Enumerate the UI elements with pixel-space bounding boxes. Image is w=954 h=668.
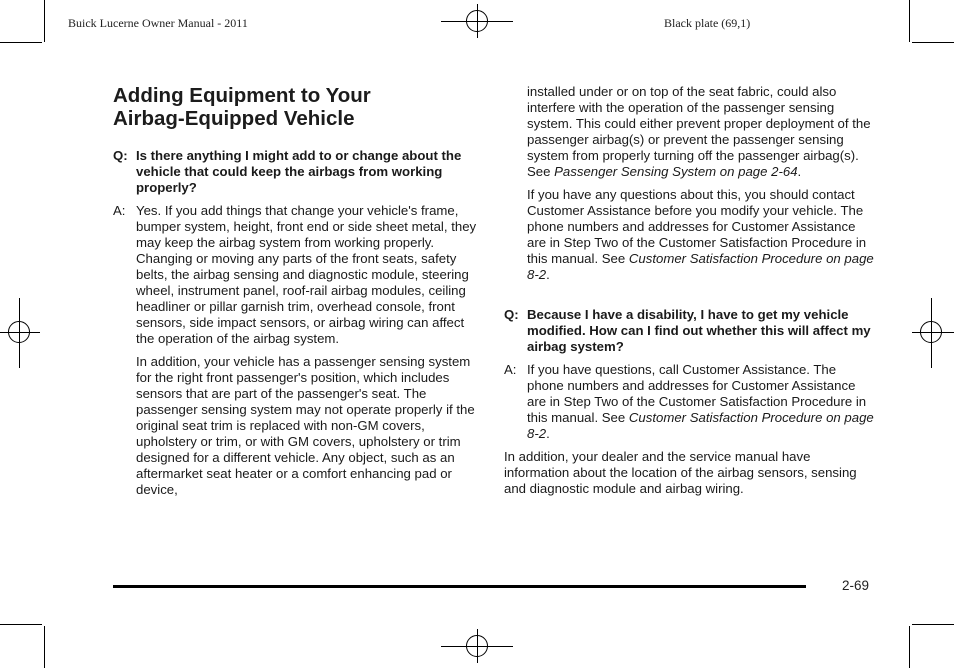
running-header-right: Black plate (69,1): [664, 16, 751, 30]
section-title-line-1: Adding Equipment to Your: [113, 84, 371, 107]
right-column: [504, 84, 876, 497]
crop-mark-tl-h: [0, 42, 42, 43]
answer-1-paragraph-4: If you have any questions about this, you should contact Customer Assistance before you modify your vehicle. The phone numbers and addresses for Customer Assistance are in Step Two of the Customer Satisfaction Procedure in this manual. See Customer Satisfaction Procedure on page 8-2.: [527, 187, 874, 282]
answer-1-continuation: installed under or on top of the seat fabric, could also interfere with the operation of the passenger sensing system. This could either prevent proper deployment of the passenger airbag(s) or prevent the passenger sensing system from properly turning off the passenger airbag(s). See Passenger Sensing System on page 2-64.: [527, 84, 871, 179]
question-1: [113, 148, 481, 196]
question-2: [504, 307, 876, 355]
cross-reference: Customer Satisfaction Procedure on page 8-2: [527, 251, 874, 282]
answer-1: [113, 203, 481, 347]
footer-rule: [113, 585, 806, 588]
running-header-left: Buick Lucerne Owner Manual - 2011: [68, 16, 248, 30]
crop-mark-bl-h: [0, 624, 42, 625]
answer-label: A:: [113, 203, 126, 218]
answer-2: A: If you have questions, call Customer Assistance. The phone numbers and addresses for Customer Assistance are in Step Two of the Customer Satisfaction Procedure in this manual. See Customer Satisfaction Procedure on page 8-2.: [504, 362, 874, 441]
answer-1-paragraph-2: In addition, your vehicle has a passenger sensing system for the right front passenger's position, which includes sensors that are part of the passenger's seat. The passenger sensing system may not operate properly if the original seat trim is replaced with non-GM covers, upholstery or trim, or with GM covers, upholstery or trim designed for a different vehicle. Any object, such as an aftermarket seat heater or a comfort enhancing pad or device,: [136, 354, 475, 497]
closing-paragraph: In addition, your dealer and the service manual have information about the location of the airbag sensors, sensing and diagnostic module and airbag wiring.: [504, 449, 857, 496]
question-text: Is there anything I might add to or change about the vehicle that could keep the airbags from working properly?: [136, 148, 462, 195]
question-label: Q:: [113, 148, 128, 163]
question-label: Q:: [504, 307, 519, 322]
crop-mark-tr-v: [909, 0, 910, 42]
answer-text: Yes. If you add things that change your vehicle's frame, bumper system, height, front end or side sheet metal, they may keep the airbag system from working properly. Changing or moving any parts of the front seats, safety belts, the airbag sensing and diagnostic module, steering wheel, instrument panel, roof-rail airbag modules, ceiling headliner or pillar garnish trim, overhead console, front sensors, side impact sensors, or airbag wiring can affect the operation of the airbag system.: [136, 203, 477, 346]
answer-label: A:: [504, 362, 517, 377]
section-title: [113, 84, 371, 130]
cross-reference: Passenger Sensing System on page 2-64: [554, 164, 798, 179]
crop-mark-tr-h: [912, 42, 954, 43]
section-title-line-2: Airbag-Equipped Vehicle: [113, 107, 355, 130]
page-number: 2-69: [842, 578, 870, 593]
crop-mark-bl-v: [44, 626, 45, 668]
crop-mark-br-v: [909, 626, 910, 668]
cross-reference: Customer Satisfaction Procedure on page 8-2: [527, 410, 874, 441]
question-text: Because I have a disability, I have to get my vehicle modified. How can I find out whether this will affect my airbag system?: [527, 307, 871, 354]
crop-mark-tl-v: [44, 0, 45, 42]
left-column: [113, 148, 481, 505]
crop-mark-br-h: [912, 624, 954, 625]
